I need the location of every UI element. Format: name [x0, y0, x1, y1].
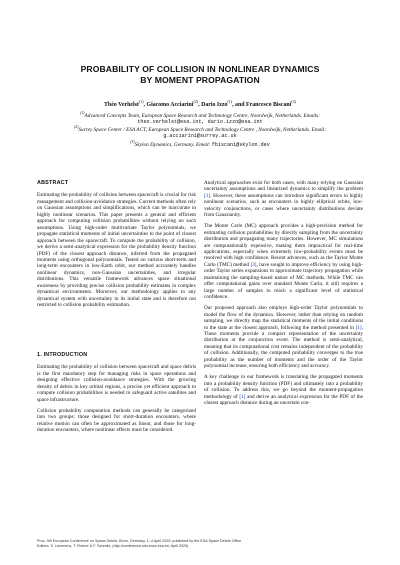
affiliation-2: [28, 124, 372, 139]
affiliation-text: Surrey Space Center / ESA ACT, European Space Research and Technology Centre , Noordwijk, Netherlands. Email:: [78, 126, 327, 133]
affiliation-text: Advanced Concepts Team, European Space Research and Technology Centre, Noordwijk, Netherlands. Emails:: [84, 112, 320, 119]
paragraph-text: , have sought to improve efficiency by using high-order Taylor series expansions to approximate trajectory propagation while maintaining the sampling-based nature of MC methods. While TMC can offer computational gains over standard Monte Carlo, it still requires a large number of samples to reach a significant level of statistical confidence.: [204, 261, 363, 301]
affiliation-email: theo.verhelst@esa.int, dario.izzo@esa.int: [137, 119, 263, 126]
citation-link[interactable]: [1]: [204, 192, 211, 199]
abstract-paragraph: Estimating the probability of collision between spacecraft is crucial for risk management and collision-avoidance strategies. Current methods often rely on Gaussian assumptions and simplifications, which can be inaccurate in highly nonlinear scenarios. This paper presents a general and efficient approach for computing collision probabilities without relying on such assumptions. Using high-order multivariate Taylor polynomials, we propagate statistical moments of initial uncertainties to the point of closest approach between the spacecraft. To compute the probability of collision, we derive a semi-analytical expression for the probability density function (PDF) of the closest approach distance, inferred from the propagated moments using orthogonal polynomials. Tested on various short-term and long-term encounters in low-Earth orbit, our method accurately handles nonlinear dynamics, non-Gaussian uncertainties, and irregular distributions. This versatile framework advances space situational awareness by providing precise collision probability estimates in complex dynamical environments. Moreover, our methodology applies to any dynamical system with uncertainty in its initial state and is therefore not restricted to collision probability estimation.: [37, 192, 196, 309]
paragraph-text: Our proposed approach also employs high-order Taylor polynomials to model the flow of the dynamics. However, rather than relying on random sampling, we directly map the statistical moments of the initial conditions to the state at the closest approach, following the method presented in: [204, 305, 363, 331]
author-list: [30, 98, 370, 109]
author-name: Francesco Biscani: [246, 101, 292, 108]
author-separator: ,: [198, 101, 202, 108]
affiliation-email: g.acciarini@surrey.ac.uk: [163, 133, 237, 140]
author-affiliation-mark: (2): [193, 99, 199, 104]
body-paragraph-4: [204, 374, 363, 406]
author-affiliation-mark: (1): [227, 99, 233, 104]
paper-title-line-1: PROBABILITY OF COLLISION IN NONLINEAR DYNAMICS: [80, 64, 320, 74]
author-separator: ,: [143, 101, 147, 108]
author-affiliation-mark: (1): [138, 99, 144, 104]
author-affiliation-mark: (3): [291, 99, 296, 104]
footer-editors: Editors: S. Lemmens, T. Flohrer & F. Schmitz, (http://conference.sdo.esoc.esa.int, April 2025): [37, 544, 189, 548]
author-name: Giacomo Acciarini: [146, 101, 194, 108]
paragraph-text: A key challenge in our framework is translating the propagated moments into a probability density function (PDF) and ultimately into a probability of collision. To address this, we go beyond the moment-propagation methodology of: [204, 374, 363, 400]
introduction-section: [37, 352, 196, 438]
paragraph-text: The Monte Carlo (MC) approach provides a high-precision method for estimating collision probabilities by directly sampling from the uncertainty distribution and propagating many trajectories. However, MC simulations are computationally expensive, making them impractical for real-time applications, especially when extremely low-probability events must be resolved with high confidence. Recent advances, such as the Taylor Monte Carlo (TMC) method: [204, 223, 363, 268]
introduction-paragraph-2: Collision probability computation methods can generally be categorized into two groups: those designed for short-duration encounters, where relative motion can often be approximated as linear, and those for long-duration encounters, where nonlinear effects must be considered.: [37, 407, 196, 434]
paragraph-text: Analytical approaches exist for both cases, with many relying on Gaussian uncertainty assumptions and linearized dynamics to simplify the problem: [204, 180, 363, 193]
right-column: [204, 180, 363, 411]
citation-link[interactable]: [1]: [355, 324, 362, 331]
citation-link[interactable]: [1]: [239, 393, 246, 400]
introduction-paragraph-1: Estimating the probability of collision between spacecraft and space debris is the first mandatory step for managing risks in space operations and designing effective collision-avoidance strategies. With the growing density of debris in key orbital regions, a precise yet efficient approach to compute collision probabilities is needed to safeguard active satellites and space infrastructure.: [37, 364, 196, 403]
footer-proceedings: Proc. 9th European Conference on Space Debris, Bonn, Germany, 1–4 April 2025, published by the ESA Space Debris Office: [37, 539, 242, 543]
introduction-heading: 1. INTRODUCTION: [37, 352, 88, 358]
author-separator: , and: [232, 101, 246, 108]
abstract-heading: ABSTRACT: [37, 180, 69, 186]
affiliation-mark: (1): [80, 111, 85, 115]
body-paragraph-2: [204, 223, 363, 300]
affiliation-mark: (2): [73, 125, 79, 129]
paragraph-text: . These moments provide a compact representation of the uncertainty distribution at the conjunction event. The method is semi-analytical, meaning that its computational cost remains independent of the probability of collision. Additionally, the computed probability converges to the true probability as the number of moments and the order of the Taylor polynomial increase, ensuring both efficiency and accuracy.: [204, 324, 363, 370]
paragraph-text: . However, these assumptions can introduce significant errors in highly nonlinear scenarios, such as encounters in highly elliptical orbits, low-velocity conjunctions, or cases where uncertainty distributions deviate from Gaussianity.: [204, 192, 363, 219]
citation-link[interactable]: [3]: [250, 261, 257, 268]
paper-title-line-2: BY MOMENT PROPAGATION: [140, 75, 260, 85]
affiliation-3: [28, 139, 372, 148]
affiliation-email: fbiscani@skylon.dev: [211, 141, 270, 148]
author-name: Théo Verhelst: [104, 101, 139, 108]
affiliation-mark: (3): [130, 140, 135, 144]
paragraph-text: and derive an analytical expression for the PDF of the closest approach distance during an uncertain con-: [204, 393, 363, 406]
abstract-section: [37, 180, 196, 313]
body-paragraph-1: [204, 180, 363, 219]
affiliation-text: Skylon Dynamics, Germany. Email:: [134, 141, 211, 148]
body-paragraph-3: [204, 305, 363, 370]
author-name: Dario Izzo: [201, 101, 228, 108]
